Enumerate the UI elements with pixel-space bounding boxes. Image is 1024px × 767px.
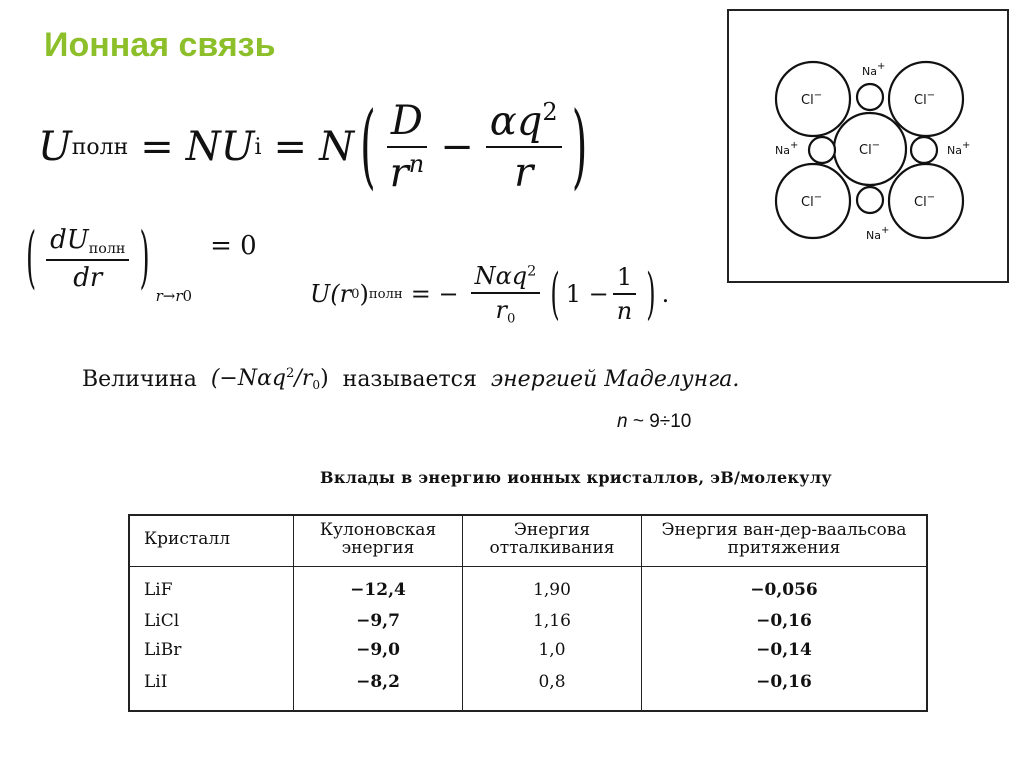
deriv-equals-zero: = 0 xyxy=(210,231,257,261)
ui-subscript: i xyxy=(254,134,262,160)
minus-sign: − xyxy=(440,124,474,171)
deriv-numerator: dU xyxy=(50,225,89,255)
energy-symbol: U xyxy=(38,124,72,171)
page-title: Ионная связь xyxy=(44,26,276,64)
right-paren: ) xyxy=(571,94,588,201)
madelung-sentence xyxy=(82,366,739,392)
cell-repulsion: 0,8 xyxy=(463,666,642,712)
deriv-numerator-sub: полн xyxy=(88,241,126,257)
left-paren: ( xyxy=(360,94,376,201)
denominator-r: r xyxy=(389,150,409,197)
deriv-left-paren: ( xyxy=(26,220,37,298)
na-label-bottom: Na+ xyxy=(866,225,890,242)
cl-label-1: Cl− xyxy=(801,90,823,108)
eq3-equals: = − xyxy=(410,280,459,309)
eq3-numerator: Nαq xyxy=(474,262,528,290)
u-r0-label: полн xyxy=(368,286,403,302)
u-r0-sub: 0 xyxy=(351,286,360,302)
madelung-fraction xyxy=(471,262,541,327)
na-label-right: Na+ xyxy=(947,140,971,157)
cell-vdw: −0,16 xyxy=(642,666,928,712)
limit-sub: 0 xyxy=(182,287,193,305)
ui-symbol: U xyxy=(220,124,255,171)
eq3-left-paren: ( xyxy=(550,262,560,327)
total-energy-equation xyxy=(38,94,593,201)
n-symbol: N xyxy=(185,124,221,171)
energy-contributions-table xyxy=(128,514,928,712)
derivative-equation xyxy=(20,220,257,305)
nacl-lattice-svg xyxy=(729,11,1007,281)
exponent-2: 2 xyxy=(542,98,558,126)
cell-crystal: LiBr xyxy=(144,640,182,661)
equilibrium-equation xyxy=(310,262,669,327)
deriv-right-paren: ) xyxy=(139,220,150,298)
energy-subscript: полн xyxy=(71,134,129,160)
eq3-period: . xyxy=(661,280,670,309)
na-label-top: Na+ xyxy=(862,61,886,78)
cell-coulomb: −9,0 xyxy=(294,636,463,666)
table-row xyxy=(129,606,927,636)
equals-sign: = xyxy=(140,124,174,171)
table-caption: Вклады в энергию ионных кристаллов, эВ/молекулу xyxy=(320,468,832,487)
cell-vdw: −0,16 xyxy=(642,606,928,636)
cell-vdw: −0,14 xyxy=(642,636,928,666)
na-label-left: Na+ xyxy=(775,140,799,157)
madelung-middle: называется xyxy=(342,366,477,392)
u-r0-close: ) xyxy=(359,280,369,309)
cell-repulsion: 1,0 xyxy=(463,636,642,666)
numerator-alpha-q: αq xyxy=(489,98,543,145)
n-note-value: ~ 9÷10 xyxy=(632,411,692,432)
eq3-n: n xyxy=(616,297,633,326)
n-note-symbol: n xyxy=(617,411,628,432)
madelung-prefix: Величина xyxy=(82,366,197,392)
coulomb-fraction xyxy=(486,98,562,196)
repulsion-fraction xyxy=(386,98,429,196)
table-header-row xyxy=(129,515,927,566)
na-ion-right xyxy=(911,137,937,163)
table-row xyxy=(129,666,927,712)
u-r0: U(r xyxy=(310,280,352,309)
derivative-fraction xyxy=(46,225,129,293)
na-ion-top xyxy=(857,84,883,110)
exponent-n: n xyxy=(408,150,425,178)
nacl-crystal-diagram xyxy=(727,9,1009,283)
cl-label-3: Cl− xyxy=(859,140,881,158)
eq3-denominator-sub: 0 xyxy=(507,311,516,327)
madelung-expr-exp: 2 xyxy=(286,366,295,382)
table-row xyxy=(129,566,927,606)
cell-coulomb: −8,2 xyxy=(294,666,463,712)
madelung-expr-sub: 0 xyxy=(312,378,321,393)
madelung-expr-open: (−Nαq xyxy=(210,366,287,391)
header-coulomb: Кулоновская энергия xyxy=(294,515,463,566)
na-ion-bottom xyxy=(857,187,883,213)
limit-label: r→r xyxy=(155,287,183,305)
cell-repulsion: 1,90 xyxy=(463,566,642,606)
cell-repulsion: 1,16 xyxy=(463,606,642,636)
header-crystal: Кристалл xyxy=(129,515,294,566)
na-ion-left xyxy=(809,137,835,163)
cell-crystal: LiCl xyxy=(144,610,180,631)
cell-coulomb: −9,7 xyxy=(294,606,463,636)
madelung-expr-mid: /r xyxy=(294,366,313,391)
header-vdw: Энергия ван-дер-ваальсова притяжения xyxy=(642,515,928,566)
cl-label-2: Cl− xyxy=(914,90,936,108)
n-symbol-2: N xyxy=(319,124,355,171)
one-over-n xyxy=(613,263,636,325)
madelung-term: энергией Маделунга. xyxy=(490,366,740,392)
eq3-right-paren: ) xyxy=(646,262,656,327)
header-repulsion: Энергия отталкивания xyxy=(463,515,642,566)
n-value-note xyxy=(617,411,691,433)
eq3-one-minus: 1 − xyxy=(565,280,609,309)
table-row xyxy=(129,636,927,666)
cell-vdw: −0,056 xyxy=(642,566,928,606)
cell-coulomb: −12,4 xyxy=(294,566,463,606)
cl-label-5: Cl− xyxy=(914,192,936,210)
denominator-r-2: r xyxy=(514,150,534,197)
deriv-denominator: dr xyxy=(73,263,103,293)
cell-crystal: LiI xyxy=(144,671,168,692)
madelung-expr-close: ) xyxy=(320,366,329,391)
eq3-denominator: r xyxy=(495,296,507,324)
cell-crystal: LiF xyxy=(144,580,173,601)
equals-sign-2: = xyxy=(273,124,308,171)
numerator-d: D xyxy=(387,98,427,148)
eq3-exp: 2 xyxy=(527,263,537,280)
cl-label-4: Cl− xyxy=(801,192,823,210)
eq3-one: 1 xyxy=(613,263,636,295)
